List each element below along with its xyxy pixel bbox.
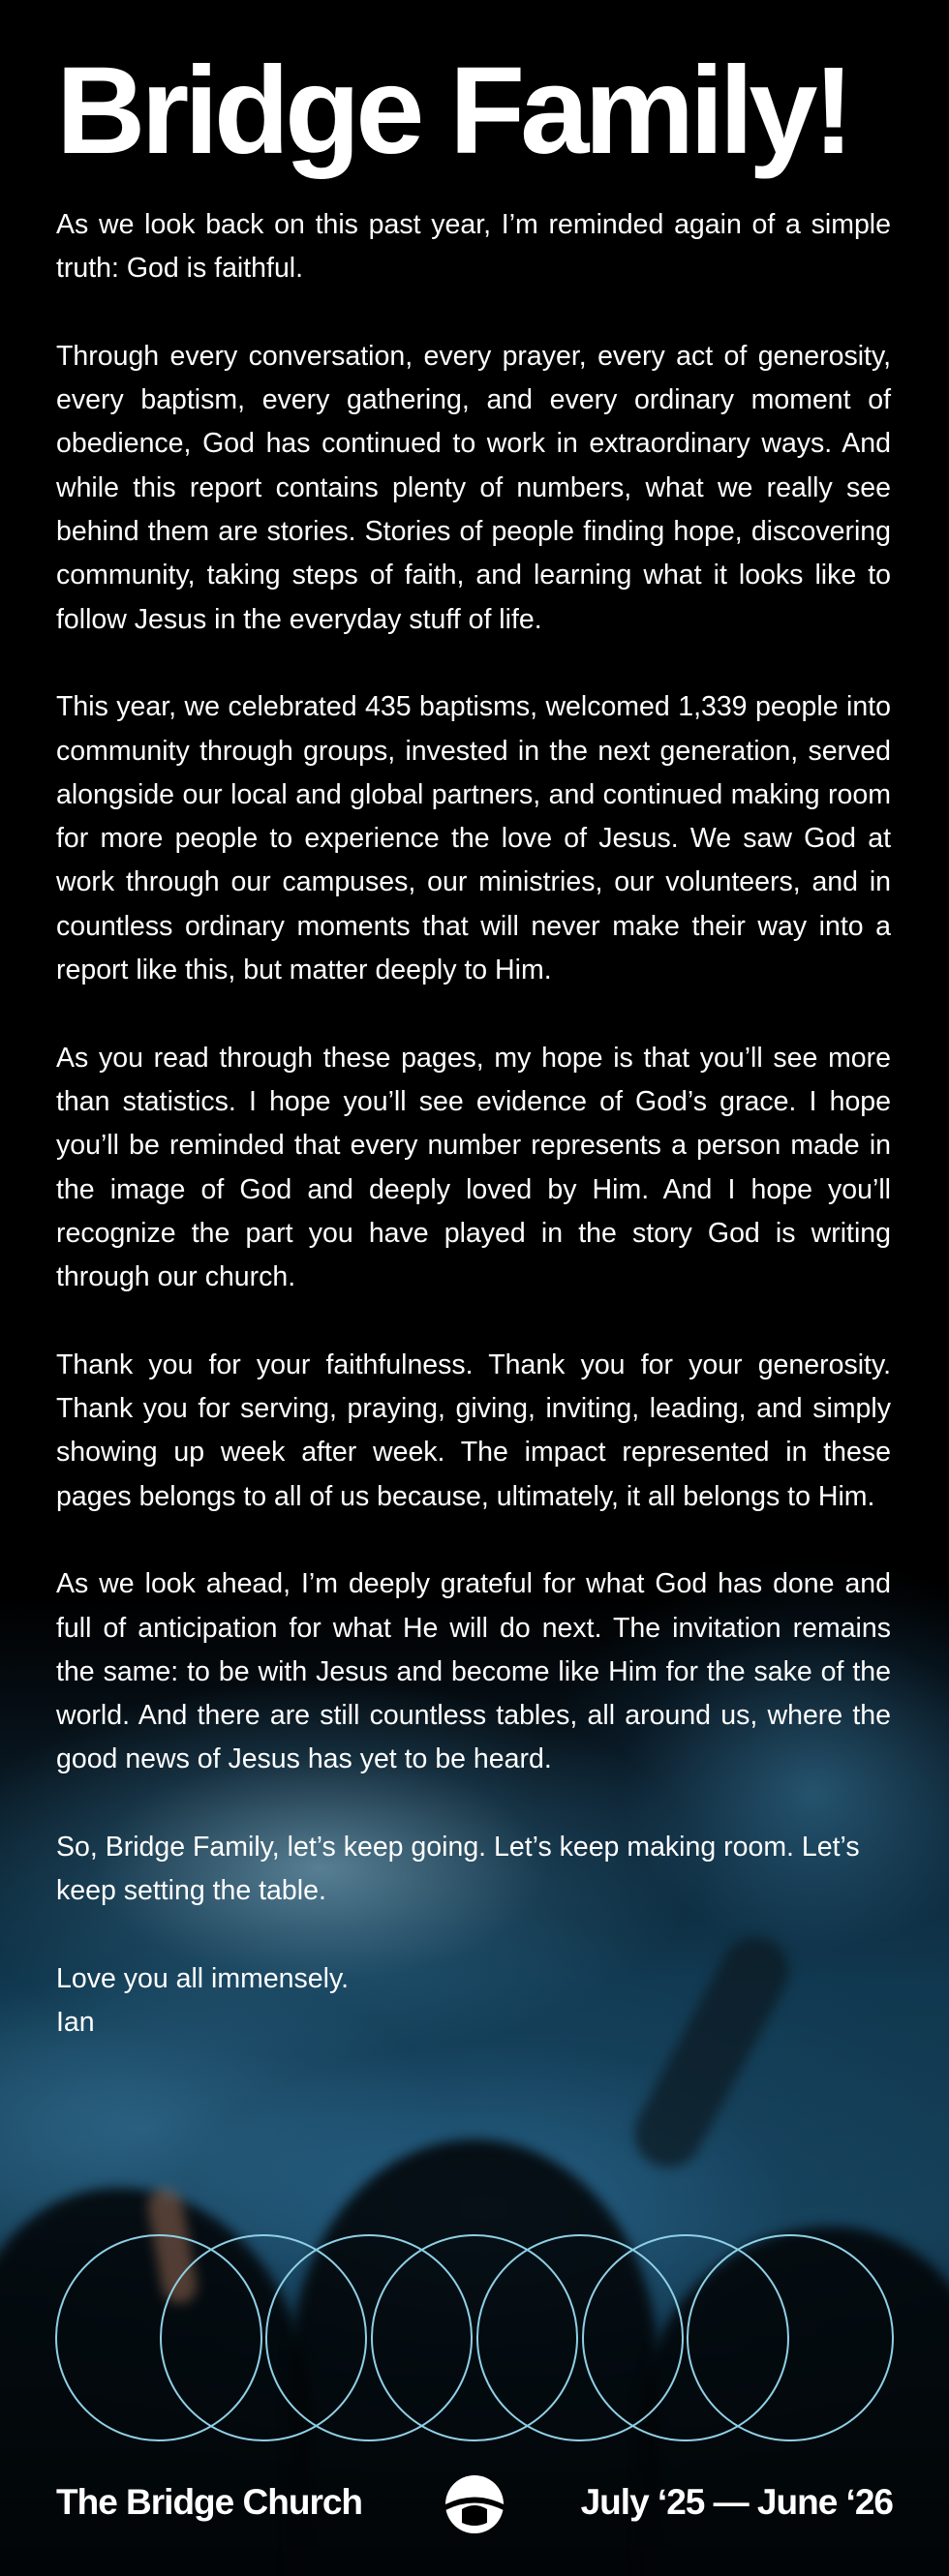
report-date-range: July ‘25 — June ‘26: [580, 2482, 893, 2522]
ring-3: [266, 2235, 472, 2440]
letter-signature: Ian: [56, 2007, 95, 2039]
letter-paragraph-6: As we look ahead, I’m deeply grateful for what God has done and full of anticipation for what He will do next. The invitation remains the same: to be with Jesus and become like Him for the sake of the world. And there are still countless tables, all around us, where the good news of Jesus has yet to be heard.: [56, 1568, 891, 1775]
letter-closing: Love you all immensely.: [56, 1962, 350, 1994]
ring-7: [688, 2235, 893, 2440]
ring-5: [477, 2235, 683, 2440]
letter-paragraph-1: As we look back on this past year, I’m reminded again of a simple truth: God is faithful.: [56, 209, 891, 285]
letter-paragraph-5: Thank you for your faithfulness. Thank you for your generosity. Thank you for serving, praying, giving, inviting, leading, and simply showing up week after week. The impact represented in these pages belongs to all of us because, ultimately, it all belongs to Him.: [56, 1349, 891, 1512]
letter-body: [56, 203, 891, 2045]
letter-paragraph-2: Through every conversation, every prayer, every act of generosity, every baptism, every gathering, and every ordinary moment of obedience, God has continued to work in extraordinary ways. And while this report contains plenty of numbers, what we really see behind them are stories. Stories of people finding hope, discovering community, taking steps of faith, and learning what it looks like to follow Jesus in the everyday stuff of life.: [56, 340, 891, 635]
letter-paragraph-7: So, Bridge Family, let’s keep going. Let’s keep making room. Let’s keep setting the table.: [56, 1831, 860, 1907]
decorative-rings: [54, 2217, 895, 2459]
headline: Bridge Family!: [56, 42, 850, 180]
ring-4: [372, 2235, 577, 2440]
bridge-church-logo-icon: [444, 2474, 505, 2534]
ring-6: [583, 2235, 788, 2440]
ring-1: [56, 2235, 261, 2440]
ring-2: [161, 2235, 366, 2440]
letter-paragraph-4: As you read through these pages, my hope is that you’ll see more than statistics. I hope you’ll see evidence of God’s grace. I hope you’ll be reminded that every number represents a person made in the image of God and deeply loved by Him. And I hope you’ll recognize the part you have played in the story God is writing through our church.: [56, 1042, 891, 1293]
letter-paragraph-3: This year, we celebrated 435 baptisms, welcomed 1,339 people into community through groups, invested in the next generation, served alongside our local and global partners, and continued making room for more people to experience the love of Jesus. We saw God at work through our campuses, our ministries, our volunteers, and in countless ordinary moments that will never make their way into a report like this, but matter deeply to Him.: [56, 691, 891, 986]
letter-signoff: [56, 1957, 891, 2046]
organization-name: The Bridge Church: [56, 2482, 363, 2522]
